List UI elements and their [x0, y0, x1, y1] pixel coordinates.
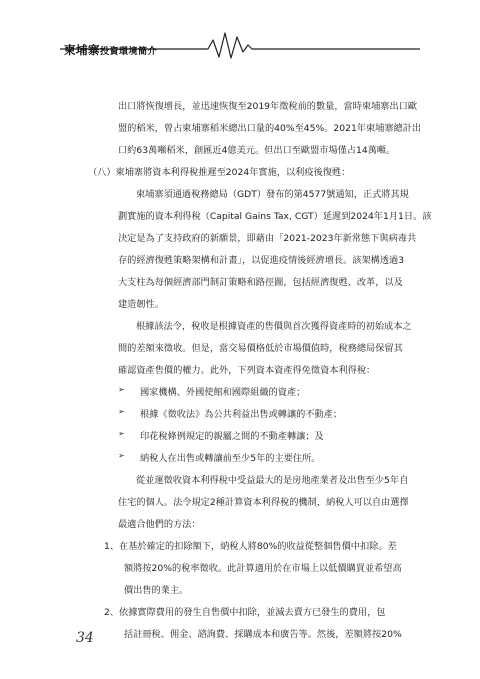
text-line: 大支柱為每個經濟部門制訂策略和路徑圖，包括經濟復甦、改革，以及: [118, 277, 403, 288]
numbered-item: 2、依據實際費用的發生自售價中扣除，並減去賣方已發生的費用，包: [104, 607, 386, 618]
text-line: 口約63萬噸稻米，創匯近4億美元。但出口至歐盟市場僅占14萬噸。: [118, 145, 396, 156]
page-number: 34: [76, 630, 94, 646]
text-line: 盟的稻米，曾占柬埔寨稻米總出口量的40%至45%。2021年柬埔寨總計出: [118, 123, 422, 134]
header-title-main: 柬埔寨: [64, 43, 100, 57]
section-heading: （八）柬埔寨將資本利得稅推遲至2024年實施，以利疫後復甦：: [88, 167, 351, 178]
text-line: 額將按20%的稅率徵收。此計算適用於在市場上以低價購買並希望高: [124, 563, 402, 574]
text-line: 建造韌性。: [118, 299, 164, 310]
text-line: 柬埔寨須通過稅務總局（GDT）發布的第4577號通知，正式將其規: [136, 189, 409, 200]
text-line: 存的經濟復甦策略架構和計畫」，以促進疫情後經濟增長。該架構透過3: [118, 255, 405, 266]
text-line: 括註冊稅、佣金、諮詢費、採購成本和廣告等。然後，差額將按20%: [124, 629, 402, 640]
bullet-arrow-icon: ➢: [118, 429, 125, 438]
bullet-item: 根據《徵收法》為公共利益出售或轉讓的不動產；: [140, 409, 343, 420]
bullet-arrow-icon: ➢: [118, 385, 125, 394]
bullet-item: 國家機構、外國使館和國際組織的資產；: [140, 387, 306, 398]
bullet-item: 納稅人在出售或轉讓前至少5年的主要住所。: [140, 453, 321, 464]
text-line: 從並運徵收資本利得稅中受益最大的是房地產業者及出售至少5年自: [136, 475, 409, 486]
text-line: 決定是為了支持政府的新願景，即藉由「2021-2023年新常態下與病毒共: [118, 233, 417, 244]
text-line: 根據該法令，稅收是根據資產的售價與首次獲得資產時的初始成本之: [136, 321, 412, 332]
text-line: 價出售的業主。: [124, 585, 189, 596]
bullet-arrow-icon: ➢: [118, 451, 125, 460]
header-title-sub: 投資環境簡介: [100, 47, 158, 57]
text-line: 出口將恢復增長，並迅速恢復至2019年徵稅前的數量，當時柬埔寨出口歐: [118, 101, 418, 112]
text-line: 最適合他們的方法：: [118, 519, 201, 530]
text-line: 確認資產售價的權力。此外，下列資本資產得免徵資本利得稅：: [118, 365, 376, 376]
text-line: 劃實施的資本利得稅（Capital Gains Tax, CGT）延遲到2024年1月1日。該: [118, 211, 432, 222]
bullet-item: 印花稅條例規定的親屬之間的不動產轉讓；及: [140, 431, 324, 442]
text-line: 間的差額來徵收。但是，當交易價格低於市場價值時，稅務總局保留其: [118, 343, 403, 354]
bullet-arrow-icon: ➢: [118, 407, 125, 416]
text-line: 住宅的個人。法令規定2種計算資本利得稅的機制，納稅人可以自由選擇: [118, 497, 409, 508]
numbered-item: 1、在基於確定的扣除額下，納稅人將80%的收益從整個售價中扣除。差: [104, 541, 397, 552]
